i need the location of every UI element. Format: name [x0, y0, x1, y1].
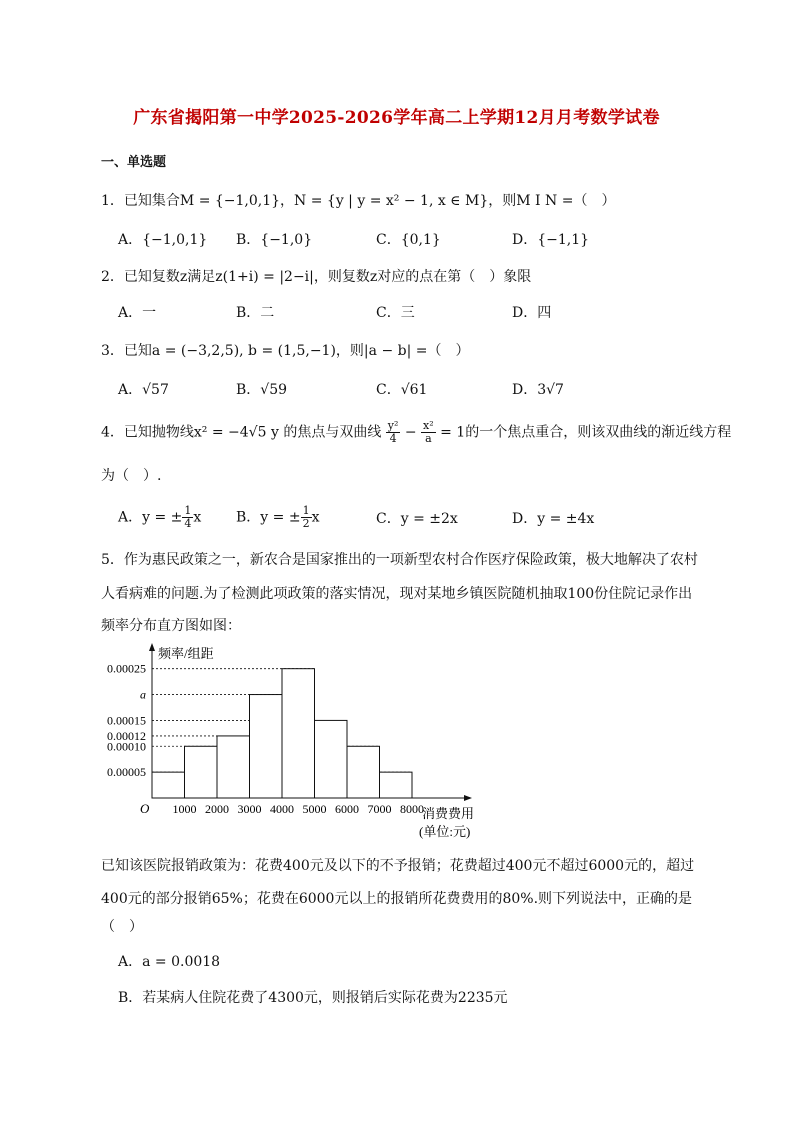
y-tick-label: 0.00010: [107, 739, 146, 754]
x-tick-label: 5000: [302, 802, 327, 816]
x-tick-label: 2000: [205, 802, 229, 816]
q1-option-d: D．{−1,1}: [512, 232, 590, 248]
histogram-bar: [282, 669, 315, 798]
page-title: 广东省揭阳第一中学2025-2026学年高二上学期12月月考数学试卷: [133, 108, 660, 128]
question-5-line-1: 5．作为惠民政策之一，新农合是国家推出的一项新型农村合作医疗保险政策，极大地解决了农村: [101, 552, 698, 568]
q4-option-c: C．y = ±2x: [376, 511, 458, 527]
q4-frac1-numerator: y²: [387, 419, 399, 432]
q4-option-a-fraction: [182, 505, 193, 530]
x-axis-unit: (单位:元): [419, 824, 471, 839]
q4-option-b-num: 1: [302, 504, 310, 517]
question-5-policy-line-1: 已知该医院报销政策为：花费400元及以下的不予报销；花费超过400元不超过6000元的，超过: [101, 858, 695, 874]
q4-option-a: [118, 505, 201, 530]
q5-option-b: B．若某病人住院花费了4300元，则报销后实际花费为2235元: [118, 990, 508, 1006]
x-tick-label: 4000: [270, 802, 294, 816]
q4-frac2-denominator: a: [425, 432, 432, 445]
histogram-layer: [107, 643, 474, 839]
x-tick-label: 8000: [400, 802, 424, 816]
y-tick-label: a: [140, 687, 146, 702]
q4-stem-post: = 1的一个焦点重合，则该双曲线的渐近线方程: [440, 424, 732, 441]
q2-option-a: A．一: [118, 305, 157, 321]
histogram-bar: [315, 720, 348, 798]
question-5-policy-line-2: 400元的部分报销65%；花费在6000元以上的报销所花费费用的80%.则下列说法中，正确的是: [101, 891, 693, 907]
question-4-stem: [101, 420, 731, 445]
q4-fraction-2: [421, 420, 436, 445]
q5-option-a: A．a = 0.0018: [118, 954, 221, 970]
q3-option-d: D．3√7: [512, 382, 564, 398]
q4-option-b: [236, 505, 319, 530]
y-tick-label: 0.00025: [107, 661, 146, 676]
histogram-bar: [152, 772, 185, 798]
x-tick-label: 3000: [237, 802, 262, 816]
q4-frac2-numerator: x²: [423, 419, 434, 432]
question-5-line-2: 人看病难的问题.为了检测此项政策的落实情况，现对某地乡镇医院随机抽取100份住院记录作出: [101, 586, 693, 602]
histogram-bar: [217, 736, 250, 798]
question-1-stem: 1．已知集合M = {−1,0,1}，N = {y | y = x² − 1, x ∈ M}，则M I N =（ ）: [101, 193, 616, 209]
x-tick-label: 1000: [172, 802, 197, 816]
q2-option-c: C．三: [376, 305, 415, 321]
q1-option-b: B．{−1,0}: [236, 232, 313, 248]
y-tick-label: 0.00012: [107, 728, 146, 743]
q3-option-a: A．√57: [118, 382, 169, 398]
question-2-stem: 2．已知复数z满足z(1+i) = |2−i|，则复数z对应的点在第（ ）象限: [101, 269, 532, 285]
q4-option-a-num: 1: [184, 504, 192, 517]
q4-option-a-label: A．: [118, 509, 143, 526]
q4-option-b-label: B．: [236, 509, 261, 526]
histogram-bar: [185, 746, 218, 798]
x-tick-label: 7000: [367, 802, 392, 816]
q1-option-a: A．{−1,0,1}: [118, 232, 208, 248]
y-tick-label: 0.00005: [107, 765, 146, 780]
question-5-policy-line-3: （ ）: [101, 919, 143, 935]
q4-option-b-den: 2: [302, 517, 310, 530]
q3-option-c: C．√61: [376, 382, 428, 398]
q4-option-a-post: x: [193, 509, 202, 526]
frequency-histogram: [92, 640, 512, 845]
y-axis-title: 频率/组距: [158, 646, 214, 661]
q4-fraction-1: [386, 420, 401, 445]
q4-option-b-pre: y = ±: [260, 509, 301, 526]
q4-minus: −: [404, 424, 417, 441]
q4-option-a-den: 4: [184, 517, 192, 530]
histogram-bar: [250, 695, 283, 798]
q4-stem-pre: 4．已知抛物线x² = −4√5 y 的焦点与双曲线: [101, 424, 382, 441]
x-axis-arrow: [464, 795, 472, 801]
q4-option-b-fraction: [301, 505, 312, 530]
x-axis-title: 消费费用: [422, 806, 475, 821]
origin-label: O: [140, 801, 150, 816]
q4-option-a-pre: y = ±: [142, 509, 183, 526]
q4-option-b-post: x: [311, 509, 320, 526]
question-3-stem: 3．已知a = (−3,2,5), b = (1,5,−1)，则|a − b| =（ ）: [101, 343, 470, 359]
section-heading: 一、单选题: [101, 155, 167, 170]
q2-option-d: D．四: [512, 305, 552, 321]
q3-option-b: B．√59: [236, 382, 288, 398]
x-tick-label: 6000: [335, 802, 359, 816]
y-axis-arrow: [149, 643, 155, 651]
q4-frac1-denominator: 4: [389, 432, 397, 445]
q4-option-d: D．y = ±4x: [512, 511, 595, 527]
q2-option-b: B．二: [236, 305, 275, 321]
question-4-stem-line2: 为（ ）.: [101, 468, 162, 484]
y-tick-label: 0.00015: [107, 713, 146, 728]
histogram-bar: [347, 746, 380, 798]
q1-option-c: C．{0,1}: [376, 232, 441, 248]
histogram-bar: [380, 772, 413, 798]
question-5-line-3: 频率分布直方图如图：: [101, 618, 241, 634]
